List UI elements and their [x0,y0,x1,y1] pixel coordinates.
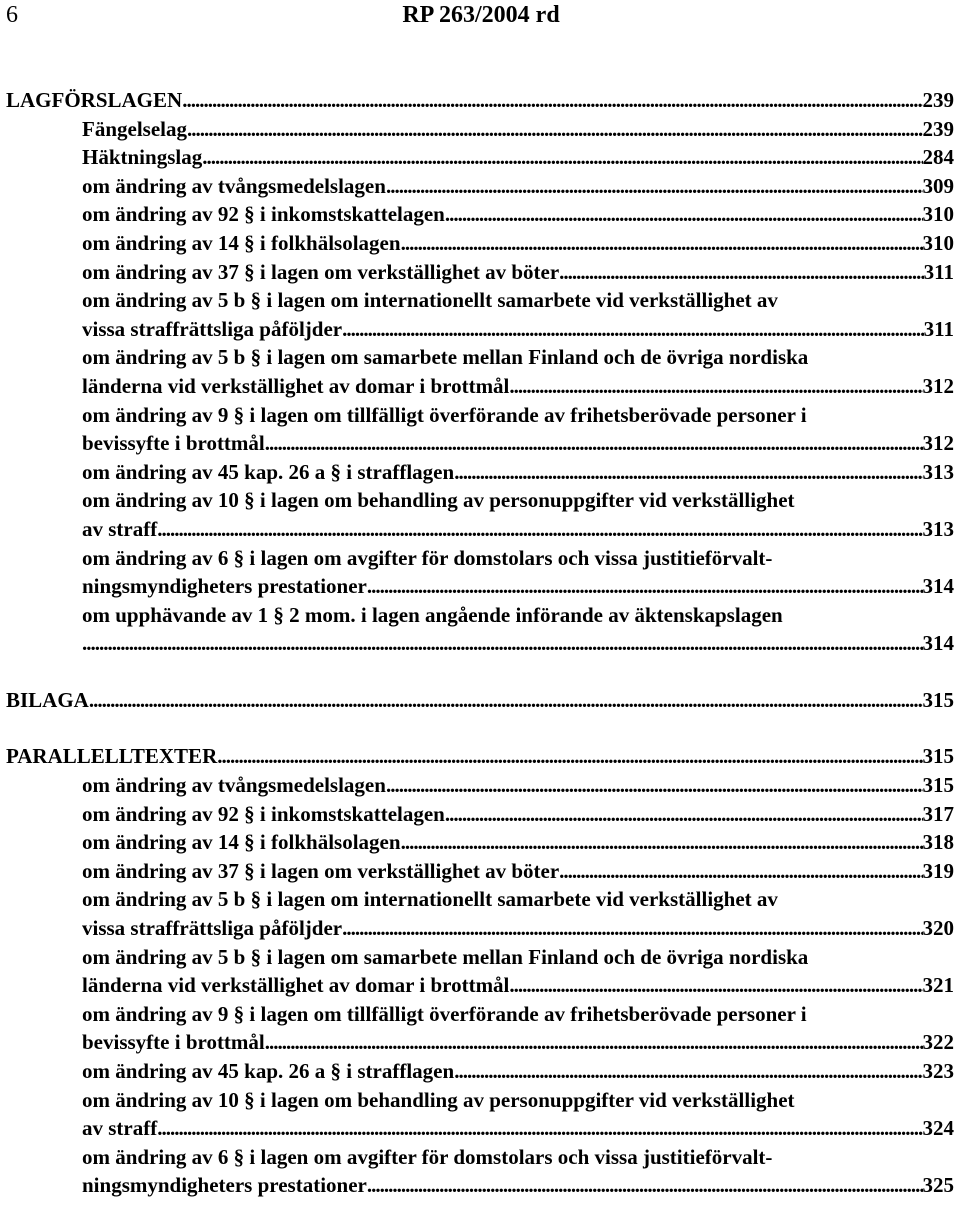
toc-page-number: 314 [922,574,954,599]
toc-entry [6,1086,954,1115]
toc-entry-text: om ändring av 5 b § i lagen om internationellt samarbete vid verkställighet av [82,887,778,912]
toc-entry [6,143,954,172]
toc-entry-text: PARALLELLTEXTER [6,744,218,769]
toc-entry [6,857,954,886]
toc-entry [6,885,954,914]
dot-leader [217,742,922,771]
toc-heading [6,86,954,115]
toc-entry [6,229,954,258]
toc-entry [6,601,954,630]
toc-page-number: 309 [922,173,954,198]
toc-entry [6,971,954,1000]
toc-page-number: 322 [922,1030,954,1055]
dot-leader [401,229,923,258]
toc-page-number: 315 [922,687,954,712]
dot-leader [454,1057,922,1086]
toc-entry-text: om ändring av 37 § i lagen om verkställighet av böter [82,259,560,284]
toc-entry [6,1143,954,1172]
toc-entry-text: länderna vid verkställighet av domar i brottmål [82,973,510,998]
toc-entry [6,943,954,972]
table-of-contents [6,86,954,1200]
toc-entry-text: om ändring av 45 kap. 26 a § i strafflagen [82,459,455,484]
toc-heading [6,686,954,715]
toc-entry-text: om ändring av 10 § i lagen om behandling av personuppgifter vid verkställighet [82,488,795,513]
toc-page-number: 313 [922,516,954,541]
dot-leader [82,629,923,658]
toc-entry-text: om ändring av 9 § i lagen om tillfälligt överförande av frihetsberövade personer i [82,402,807,427]
toc-entry [6,572,954,601]
toc-entry-text: ningsmyndigheters prestationer [82,1173,367,1198]
toc-entry-text: bevissyfte i brottmål [82,431,265,456]
toc-entry [6,771,954,800]
dot-leader [386,771,923,800]
toc-entry-text: om ändring av 14 § i folkhälsolagen [82,830,401,855]
toc-entry [6,343,954,372]
toc-entry [6,1171,954,1200]
dot-leader [367,572,923,601]
toc-entry [6,1000,954,1029]
toc-page-number: 314 [922,631,954,656]
toc-page-number: 325 [922,1173,954,1198]
toc-page-number: 239 [922,116,954,141]
toc-entry-text: om ändring av 6 § i lagen om avgifter för domstolars och vissa justitieförvalt- [82,545,773,570]
dot-leader [89,686,923,715]
toc-entry [6,372,954,401]
toc-entry [6,315,954,344]
toc-entry-text: om ändring av 5 b § i lagen om samarbete mellan Finland och de övriga nordiska [82,944,809,969]
toc-page-number: 239 [922,88,954,112]
toc-entry [6,914,954,943]
toc-page-number: 313 [922,459,954,484]
toc-entry [6,544,954,573]
toc-page-number: 310 [922,202,954,227]
toc-entry [6,401,954,430]
toc-page-number: 312 [922,373,954,398]
toc-entry-text: av straff [82,516,158,541]
dot-leader [445,200,923,229]
toc-page-number: 317 [922,801,954,826]
document-reference: RP 263/2004 rd [402,2,560,28]
toc-entry [6,286,954,315]
dot-leader [342,914,922,943]
dot-leader [367,1171,923,1200]
dot-leader [386,172,923,201]
toc-entry [6,800,954,829]
toc-entry-text: av straff [82,1116,158,1141]
toc-entry-text: om ändring av 92 § i inkomstskattelagen [82,202,445,227]
toc-page-number: 319 [922,858,954,883]
toc-entry-text: om ändring av 92 § i inkomstskattelagen [82,801,445,826]
toc-entry-text: bevissyfte i brottmål [82,1030,265,1055]
toc-page-number: 311 [923,316,954,341]
toc-entry [6,115,954,144]
page-number: 6 [6,2,18,28]
toc-entry-text: länderna vid verkställighet av domar i brottmål [82,373,510,398]
dot-leader [445,800,923,829]
toc-entry-text: om ändring av tvångsmedelslagen [82,173,386,198]
toc-page-number: 315 [922,744,954,769]
toc-entry-text: vissa straffrättsliga påföljder [82,916,343,941]
toc-page-number: 320 [922,916,954,941]
toc-entry-text: BILAGA [6,687,89,712]
toc-entry [6,1028,954,1057]
toc-entry [6,1057,954,1086]
toc-entry-text: om ändring av 5 b § i lagen om samarbete mellan Finland och de övriga nordiska [82,345,809,370]
toc-entry-text: ningsmyndigheters prestationer [82,574,367,599]
dot-leader [265,429,923,458]
toc-page-number: 321 [922,973,954,998]
toc-entry [6,458,954,487]
toc-entry-text: om ändring av 37 § i lagen om verkställighet av böter [82,858,560,883]
toc-entry-text: Häktningslag [82,145,203,170]
toc-entry-text: om upphävande av 1 § 2 mom. i lagen angående införande av äktenskapslagen [82,602,783,627]
dot-leader [559,258,924,287]
toc-heading [6,742,954,771]
toc-entry-text: om ändring av 10 § i lagen om behandling av personuppgifter vid verkställighet [82,1087,795,1112]
toc-entry-text: om ändring av 14 § i folkhälsolagen [82,230,401,255]
toc-entry [6,629,954,658]
dot-leader [454,458,922,487]
toc-entry [6,429,954,458]
dot-leader [342,315,924,344]
toc-entry [6,828,954,857]
toc-page-number: 310 [922,230,954,255]
toc-entry [6,258,954,287]
page-header [6,0,956,30]
toc-page-number: 312 [922,431,954,456]
dot-leader [157,515,922,544]
dot-leader [401,828,923,857]
dot-leader [509,372,922,401]
dot-leader [559,857,922,886]
dot-leader [202,143,922,172]
toc-entry [6,1114,954,1143]
toc-entry [6,486,954,515]
dot-leader [182,86,922,115]
dot-leader [157,1114,922,1143]
toc-entry-text: vissa straffrättsliga påföljder [82,316,343,341]
dot-leader [187,115,923,144]
toc-page-number: 318 [922,830,954,855]
section-spacer [6,658,954,686]
dot-leader [265,1028,923,1057]
toc-entry-text: om ändring av 9 § i lagen om tillfälligt överförande av frihetsberövade personer i [82,1001,807,1026]
toc-page-number: 315 [922,773,954,798]
toc-page-number: 324 [922,1116,954,1141]
toc-entry [6,515,954,544]
toc-page-number: 323 [922,1059,954,1083]
toc-entry-text: om ändring av 5 b § i lagen om internationellt samarbete vid verkställighet av [82,288,778,313]
toc-page-number: 311 [923,259,954,284]
toc-entry [6,172,954,201]
dot-leader [509,971,922,1000]
toc-entry-text: Fängelselag [82,116,187,141]
toc-entry [6,200,954,229]
toc-page-number: 284 [922,145,954,170]
section-spacer [6,714,954,742]
toc-entry-text: om ändring av tvångsmedelslagen [82,773,386,798]
toc-entry-text: om ändring av 45 kap. 26 a § i strafflagen [82,1059,455,1083]
toc-entry-text: LAGFÖRSLAGEN [6,88,183,112]
toc-entry-text: om ändring av 6 § i lagen om avgifter för domstolars och vissa justitieförvalt- [82,1144,773,1169]
